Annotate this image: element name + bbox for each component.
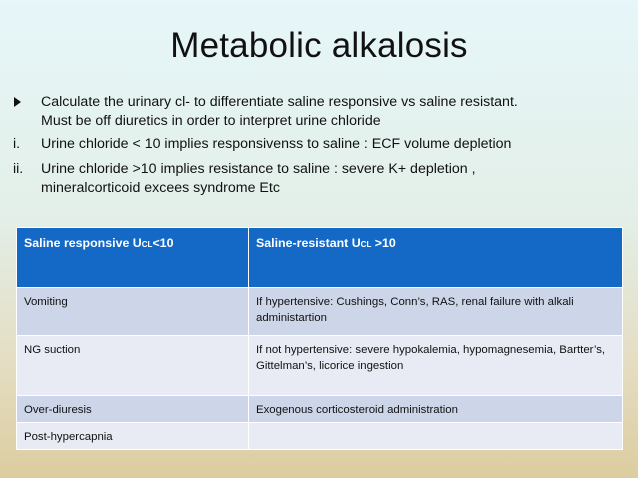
triangle-right-icon <box>14 97 21 107</box>
table-row <box>17 423 623 450</box>
table-cell: Post-hypercapnia <box>17 423 249 450</box>
header-text: >10 <box>371 236 396 250</box>
header-text: <10 <box>152 236 174 250</box>
header-text: Saline responsive U <box>24 236 142 250</box>
table-row <box>17 288 623 336</box>
bullet-marker: ii. <box>13 161 24 177</box>
table-cell: If not hypertensive: severe hypokalemia, hypomagnesemia, Bartter’s, Gittelman’s, licorice ingestion <box>249 336 623 396</box>
bullet-line: Calculate the urinary cl- to differentiate saline responsive vs saline resistant. <box>41 94 518 110</box>
bullet-text <box>41 135 621 154</box>
bullet-line: mineralcorticoid excees syndrome Etc <box>41 180 280 196</box>
table-cell: Exogenous corticosteroid administration <box>249 396 623 423</box>
table-row <box>17 336 623 396</box>
header-text: Saline-resistant U <box>256 236 361 250</box>
table-cell: If hypertensive: Cushings, Conn’s, RAS, renal failure with alkali administartion <box>249 288 623 336</box>
bullet-text <box>41 160 621 198</box>
bullet-line: Urine chloride >10 implies resistance to saline : severe K+ depletion , <box>41 161 476 177</box>
table-header-cell <box>17 228 249 288</box>
bullet-line: Must be off diuretics in order to interpret urine chloride <box>41 113 381 129</box>
bullet-line: Urine chloride < 10 implies responsivenss to saline : ECF volume depletion <box>41 136 512 152</box>
table-cell: Over-diuresis <box>17 396 249 423</box>
table-header-row <box>17 228 623 288</box>
header-subscript: CL <box>360 240 372 249</box>
table-cell: Vomiting <box>17 288 249 336</box>
header-subscript: CL <box>141 240 153 249</box>
bullet-marker: i. <box>13 136 21 152</box>
table-row <box>17 396 623 423</box>
table-cell: NG suction <box>17 336 249 396</box>
slide-title: Metabolic alkalosis <box>170 26 468 65</box>
table-header-cell <box>249 228 623 288</box>
table-cell <box>249 423 623 450</box>
bullet-text <box>41 93 621 131</box>
saline-table <box>16 227 623 450</box>
